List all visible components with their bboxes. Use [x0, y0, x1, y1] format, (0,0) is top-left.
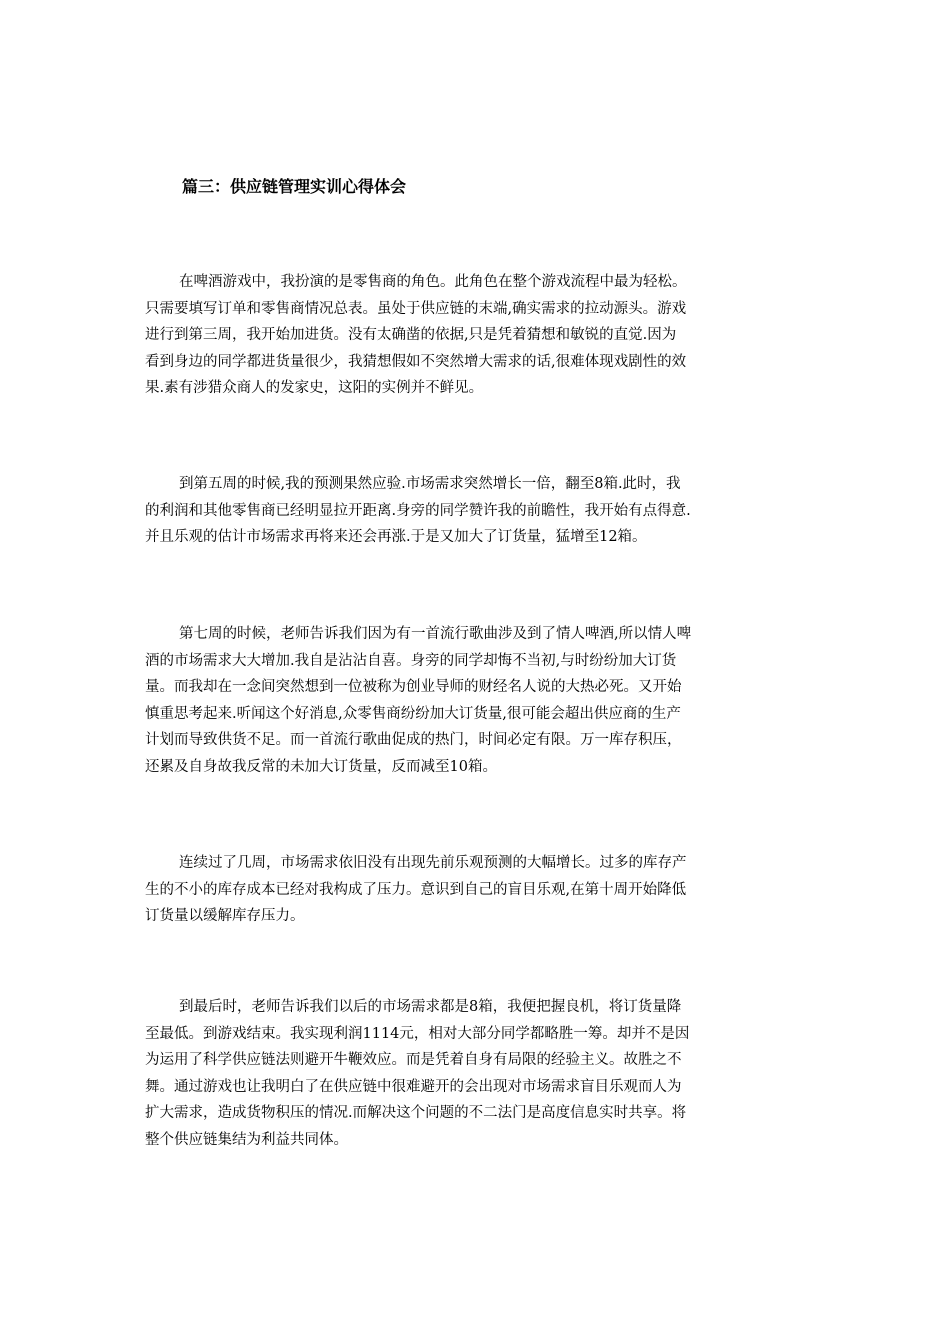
paragraph-line: 为运用了科学供应链法则避开牛鞭效应。而是凭着自身有局限的经验主义。故胜之不 [145, 1052, 682, 1068]
document-title: 篇三：供应链管理实训心得体会 [182, 177, 407, 196]
paragraph-line: 看到身边的同学都进货量很少，我猜想假如不突然增大需求的话,很难体现戏剧性的效 [145, 353, 687, 370]
paragraph-line: 还累及自身故我反常的未加大订货量，反而减至10箱。 [145, 758, 497, 775]
paragraph-line: 到第五周的时候,我的预测果然应验.市场需求突然增长一倍，翻至8箱.此时，我 [179, 476, 681, 492]
paragraph-line: 并且乐观的估计市场需求再将来还会再涨.于是又加大了订货量，猛增至12箱。 [145, 529, 647, 545]
paragraph-line: 的利润和其他零售商已经明显拉开距离.身旁的同学赞许我的前瞻性，我开始有点得意. [145, 502, 691, 519]
paragraph-line: 扩大需求，造成货物积压的情况.而解决这个问题的不二法门是高度信息实时共享。将 [145, 1105, 687, 1121]
paragraph-line: 在啤酒游戏中，我扮演的是零售商的角色。此角色在整个游戏流程中最为轻松。 [179, 274, 687, 290]
paragraph-line: 计划而导致供货不足。而一首流行歌曲促成的热门，时间必定有限。万一库存积压， [145, 732, 682, 748]
paragraph-line: 果.素有涉猎众商人的发家史，这阳的实例并不鲜见。 [145, 380, 484, 396]
paragraph-3 [145, 621, 810, 780]
paragraph-line: 至最低。到游戏结束。我实现利润1114元，相对大部分同学都略胜一筹。却并不是因 [145, 1025, 690, 1042]
paragraph-line: 订货量以缓解库存压力。 [145, 908, 305, 924]
paragraph-1 [145, 269, 810, 402]
paragraph-5 [145, 994, 810, 1153]
paragraph-line: 连续过了几周，市场需求依旧没有出现先前乐观预测的大幅增长。过多的库存产 [179, 855, 687, 871]
paragraph-line: 进行到第三周，我开始加进货。没有太确凿的依据,只是凭着猜想和敏锐的直觉.因为 [145, 327, 677, 343]
paragraph-line: 到最后时，老师告诉我们以后的市场需求都是8箱，我便把握良机，将订货量降 [179, 999, 682, 1015]
paragraph-line: 只需要填写订单和零售商情况总表。虽处于供应链的末端,确实需求的拉动源头。游戏 [145, 300, 687, 317]
paragraph-line: 酒的市场需求大大增加.我自是沾沾自喜。身旁的同学却悔不当初,与时纷纷加大订货 [145, 652, 677, 669]
paragraph-line: 舞。通过游戏也让我明白了在供应链中很难避开的会出现对市场需求盲目乐观而人为 [145, 1078, 682, 1095]
paragraph-line: 生的不小的库存成本已经对我构成了压力。意识到自己的盲目乐观,在第十周开始降低 [145, 881, 687, 898]
paragraph-line: 慎重思考起来.听闻这个好消息,众零售商纷纷加大订货量,很可能会超出供应商的生产 [145, 705, 681, 722]
paragraph-2 [145, 471, 810, 551]
paragraph-line: 整个供应链集结为利益共同体。 [145, 1131, 348, 1148]
paragraph-4 [145, 850, 810, 930]
paragraph-line: 量。而我却在一念间突然想到一位被称为创业导师的财经名人说的大热必死。又开始 [145, 679, 682, 695]
paragraph-line: 第七周的时候，老师告诉我们因为有一首流行歌曲涉及到了情人啤酒,所以情人啤 [179, 626, 692, 642]
